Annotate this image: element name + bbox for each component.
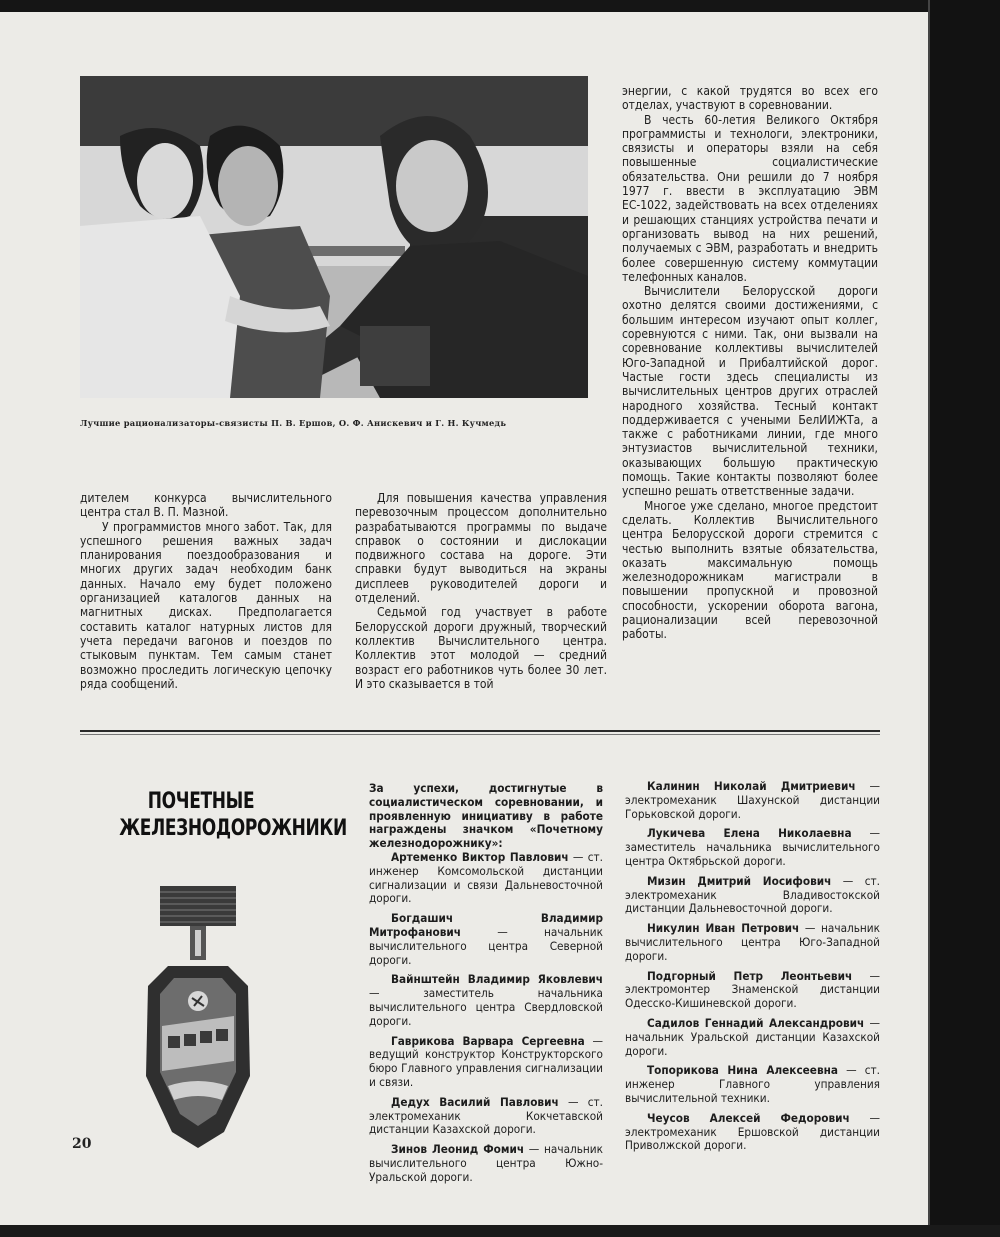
scan-top-edge bbox=[0, 0, 1000, 12]
awardee-entry bbox=[625, 1017, 880, 1058]
awardee-position: — ст. электромеханик Кокчетавской дистанции Казахской дороги. bbox=[369, 1094, 603, 1137]
awardee-name: Гаврикова Варвара Сергеевна bbox=[391, 1033, 585, 1048]
awardee-entry bbox=[625, 1112, 880, 1153]
awardee-position: — заместитель начальника вычислительного центра Свердловской дороги. bbox=[369, 986, 603, 1028]
awardee-entry bbox=[625, 970, 880, 1011]
article-paragraph: В честь 60-летия Великого Октября программисты и технологи, электроники, связисты и операторы взяли на себя повышенные социалистические обязательства. Они решили до 7 ноября 1977 г. ввести в эксплуатацию ЭВМ ЕС-1022, задействовать на всех отделениях и решающих станциях устройства печати и организовать вывод на них решений, получаемых с ЭВМ, разработать и внедрить более совершенную систему коммутации телефонных каналов. bbox=[622, 112, 878, 284]
awardee-name: Садилов Геннадий Александрович bbox=[647, 1015, 865, 1030]
awardee-name: Дедух Василий Павлович bbox=[391, 1094, 559, 1109]
article-column-top-right bbox=[622, 84, 878, 642]
awardee-name: Вайнштейн Владимир Яковлевич bbox=[391, 972, 603, 987]
scan-right-edge bbox=[930, 0, 1000, 1237]
honorary-railwayman-badge-icon bbox=[138, 886, 258, 1150]
article-paragraph: У программистов много забот. Так, для успешного решения важных задач планирования поездообразования и многих других задач необходим банк данных. Начало ему будет положено организацией каталогов данных на магнитных дисках. Предполагается составить каталог натурных листов для учета передачи вагонов и поездов по стыковым пунктам. Тем самым станет возможно проследить логическую цепочку ряда сообщений. bbox=[80, 519, 332, 691]
article-paragraph: Многое уже сделано, многое предстоит сделать. Коллектив Вычислительного центра Белорусской дороги стремится с честью выполнить взятые обязательства, оказать максимальную помощь железнодорожникам магистрали в повышении пропускной и провозной способности, ускорении оборота вагона, рационализации всей перевозочной работы. bbox=[622, 498, 878, 642]
page-number: 20 bbox=[72, 1136, 92, 1152]
awardee-entry bbox=[625, 875, 880, 916]
awardee-entry bbox=[369, 1143, 603, 1184]
awardee-entry bbox=[369, 1035, 603, 1090]
article-paragraph: Седьмой год участвует в работе Белорусской дороги дружный, творческий коллектив Вычислительного центра. Коллектив этот молодой — средний возраст его работников чуть более 30 лет. И это сказывается в той bbox=[355, 605, 607, 691]
awardee-name: Топорикова Нина Алексеевна bbox=[647, 1063, 838, 1078]
awardee-position: — ведущий конструктор Конструкторского бюро Главного управления сигнализации и связи. bbox=[369, 1033, 603, 1089]
awardee-entry bbox=[625, 922, 880, 963]
awards-intro: За успехи, достигнутые в социалистическом соревновании, и проявленную инициативу в работе награждены значком «Почетному железнодорожнику»: bbox=[369, 781, 603, 851]
awardee-position: — электромонтер Знаменской дистанции Одесско-Кишиневской дороги. bbox=[625, 968, 881, 1011]
article-paragraph: Вычислители Белорусской дороги охотно делятся своими достижениями, с большим интересом изучают опыт коллег, соревнуются с ними. Так, они вызвали на соревнование коллективы вычислителей Юго-Западной и Прибалтийской дорог. Частые гости здесь специалисты из вычислительных центров других отраслей народного хозяйства. Тесный контакт поддерживается с учеными БелИИЖТа, а также с работниками линии, где много энтузиастов вычислительной техники, оказывающих большую практическую помощь. Такие контакты позволяют более успешно решать ответственные задачи. bbox=[622, 284, 878, 499]
section-divider bbox=[80, 730, 880, 732]
awardee-name: Калинин Николай Дмитриевич bbox=[647, 779, 856, 793]
awardee-position: — ст. инженер Комсомольской дистанции сигнализации и связи Дальневосточной дороги. bbox=[369, 849, 603, 906]
section-title-line: ПОЧЕТНЫЕ bbox=[147, 789, 255, 814]
awardee-entry bbox=[369, 973, 603, 1028]
awardees-column-right bbox=[625, 780, 880, 1159]
awardee-position: — ст. инженер Главного управления вычислительной техники. bbox=[625, 1063, 880, 1105]
awardee-position: — электромеханик Шахунской дистанции Горьковской дороги. bbox=[625, 779, 880, 821]
awardee-name: Чеусов Алексей Федорович bbox=[647, 1110, 850, 1125]
awardee-name: Артеменко Виктор Павлович bbox=[391, 849, 569, 864]
awardees-list bbox=[369, 851, 603, 1185]
awardee-position: — электромеханик Ершовской дистанции Приволжской дороги. bbox=[625, 1110, 881, 1153]
section-title-line: ЖЕЛЕЗНОДОРОЖНИКИ bbox=[119, 816, 347, 841]
article-column-bottom-left bbox=[80, 491, 332, 691]
awardee-position: — заместитель начальника вычислительного центра Октябрьской дороги. bbox=[625, 826, 880, 868]
awardee-name: Никулин Иван Петрович bbox=[647, 921, 800, 936]
awardee-name: Зинов Леонид Фомич bbox=[391, 1142, 525, 1157]
awardee-entry bbox=[625, 827, 880, 868]
awardee-position: — начальник вычислительного центра Южно-Уральской дороги. bbox=[369, 1142, 603, 1184]
awardee-entry bbox=[369, 1096, 603, 1137]
article-paragraph: дителем конкурса вычислительного центра стал В. П. Мазной. bbox=[80, 491, 332, 520]
awardee-entry bbox=[625, 1064, 880, 1105]
article-paragraph: Для повышения качества управления перевозочным процессом дополнительно разрабатываются программы по выдаче справок о состоянии и дислокации подвижного состава на дороге. Эти справки будут выводиться на экраны дисплеев руководителей дороги и отделений. bbox=[355, 491, 607, 606]
awardee-name: Мизин Дмитрий Иосифович bbox=[647, 873, 832, 888]
awardee-entry bbox=[625, 780, 880, 821]
page-fold-line bbox=[928, 0, 930, 1237]
photo-caption: Лучшие рационализаторы-связисты П. В. Ершов, О. Ф. Анискевич и Г. Н. Кучмедь bbox=[80, 418, 507, 428]
scan-bottom-edge bbox=[0, 1225, 1000, 1237]
section-title bbox=[119, 788, 347, 842]
awardee-position: — начальник вычислительного центра Северной дороги. bbox=[369, 924, 603, 967]
awardees-column-middle bbox=[369, 782, 603, 1191]
awardee-position: — начальник Уральской дистанции Казахской дороги. bbox=[625, 1015, 880, 1058]
awardee-name: Подгорный Петр Леонтьевич bbox=[647, 968, 853, 983]
article-column-bottom-middle bbox=[355, 491, 607, 691]
awardee-entry bbox=[369, 912, 603, 967]
awardee-position: — ст. электромеханик Владивостокской дистанции Дальневосточной дороги. bbox=[625, 873, 880, 916]
awardees-list bbox=[625, 780, 880, 1153]
awardee-position: — начальник вычислительного центра Юго-Западной дороги. bbox=[625, 921, 880, 963]
photo-rationalizers bbox=[80, 76, 588, 398]
article-paragraph: энергии, с какой трудятся во всех его отделах, участвуют в соревновании. bbox=[622, 84, 878, 113]
section-divider-thin bbox=[80, 734, 880, 735]
awardee-name: Богдашич Владимир Митрофанович bbox=[369, 911, 603, 939]
awardee-entry bbox=[369, 851, 603, 906]
awardee-name: Лукичева Елена Николаевна bbox=[647, 826, 852, 841]
